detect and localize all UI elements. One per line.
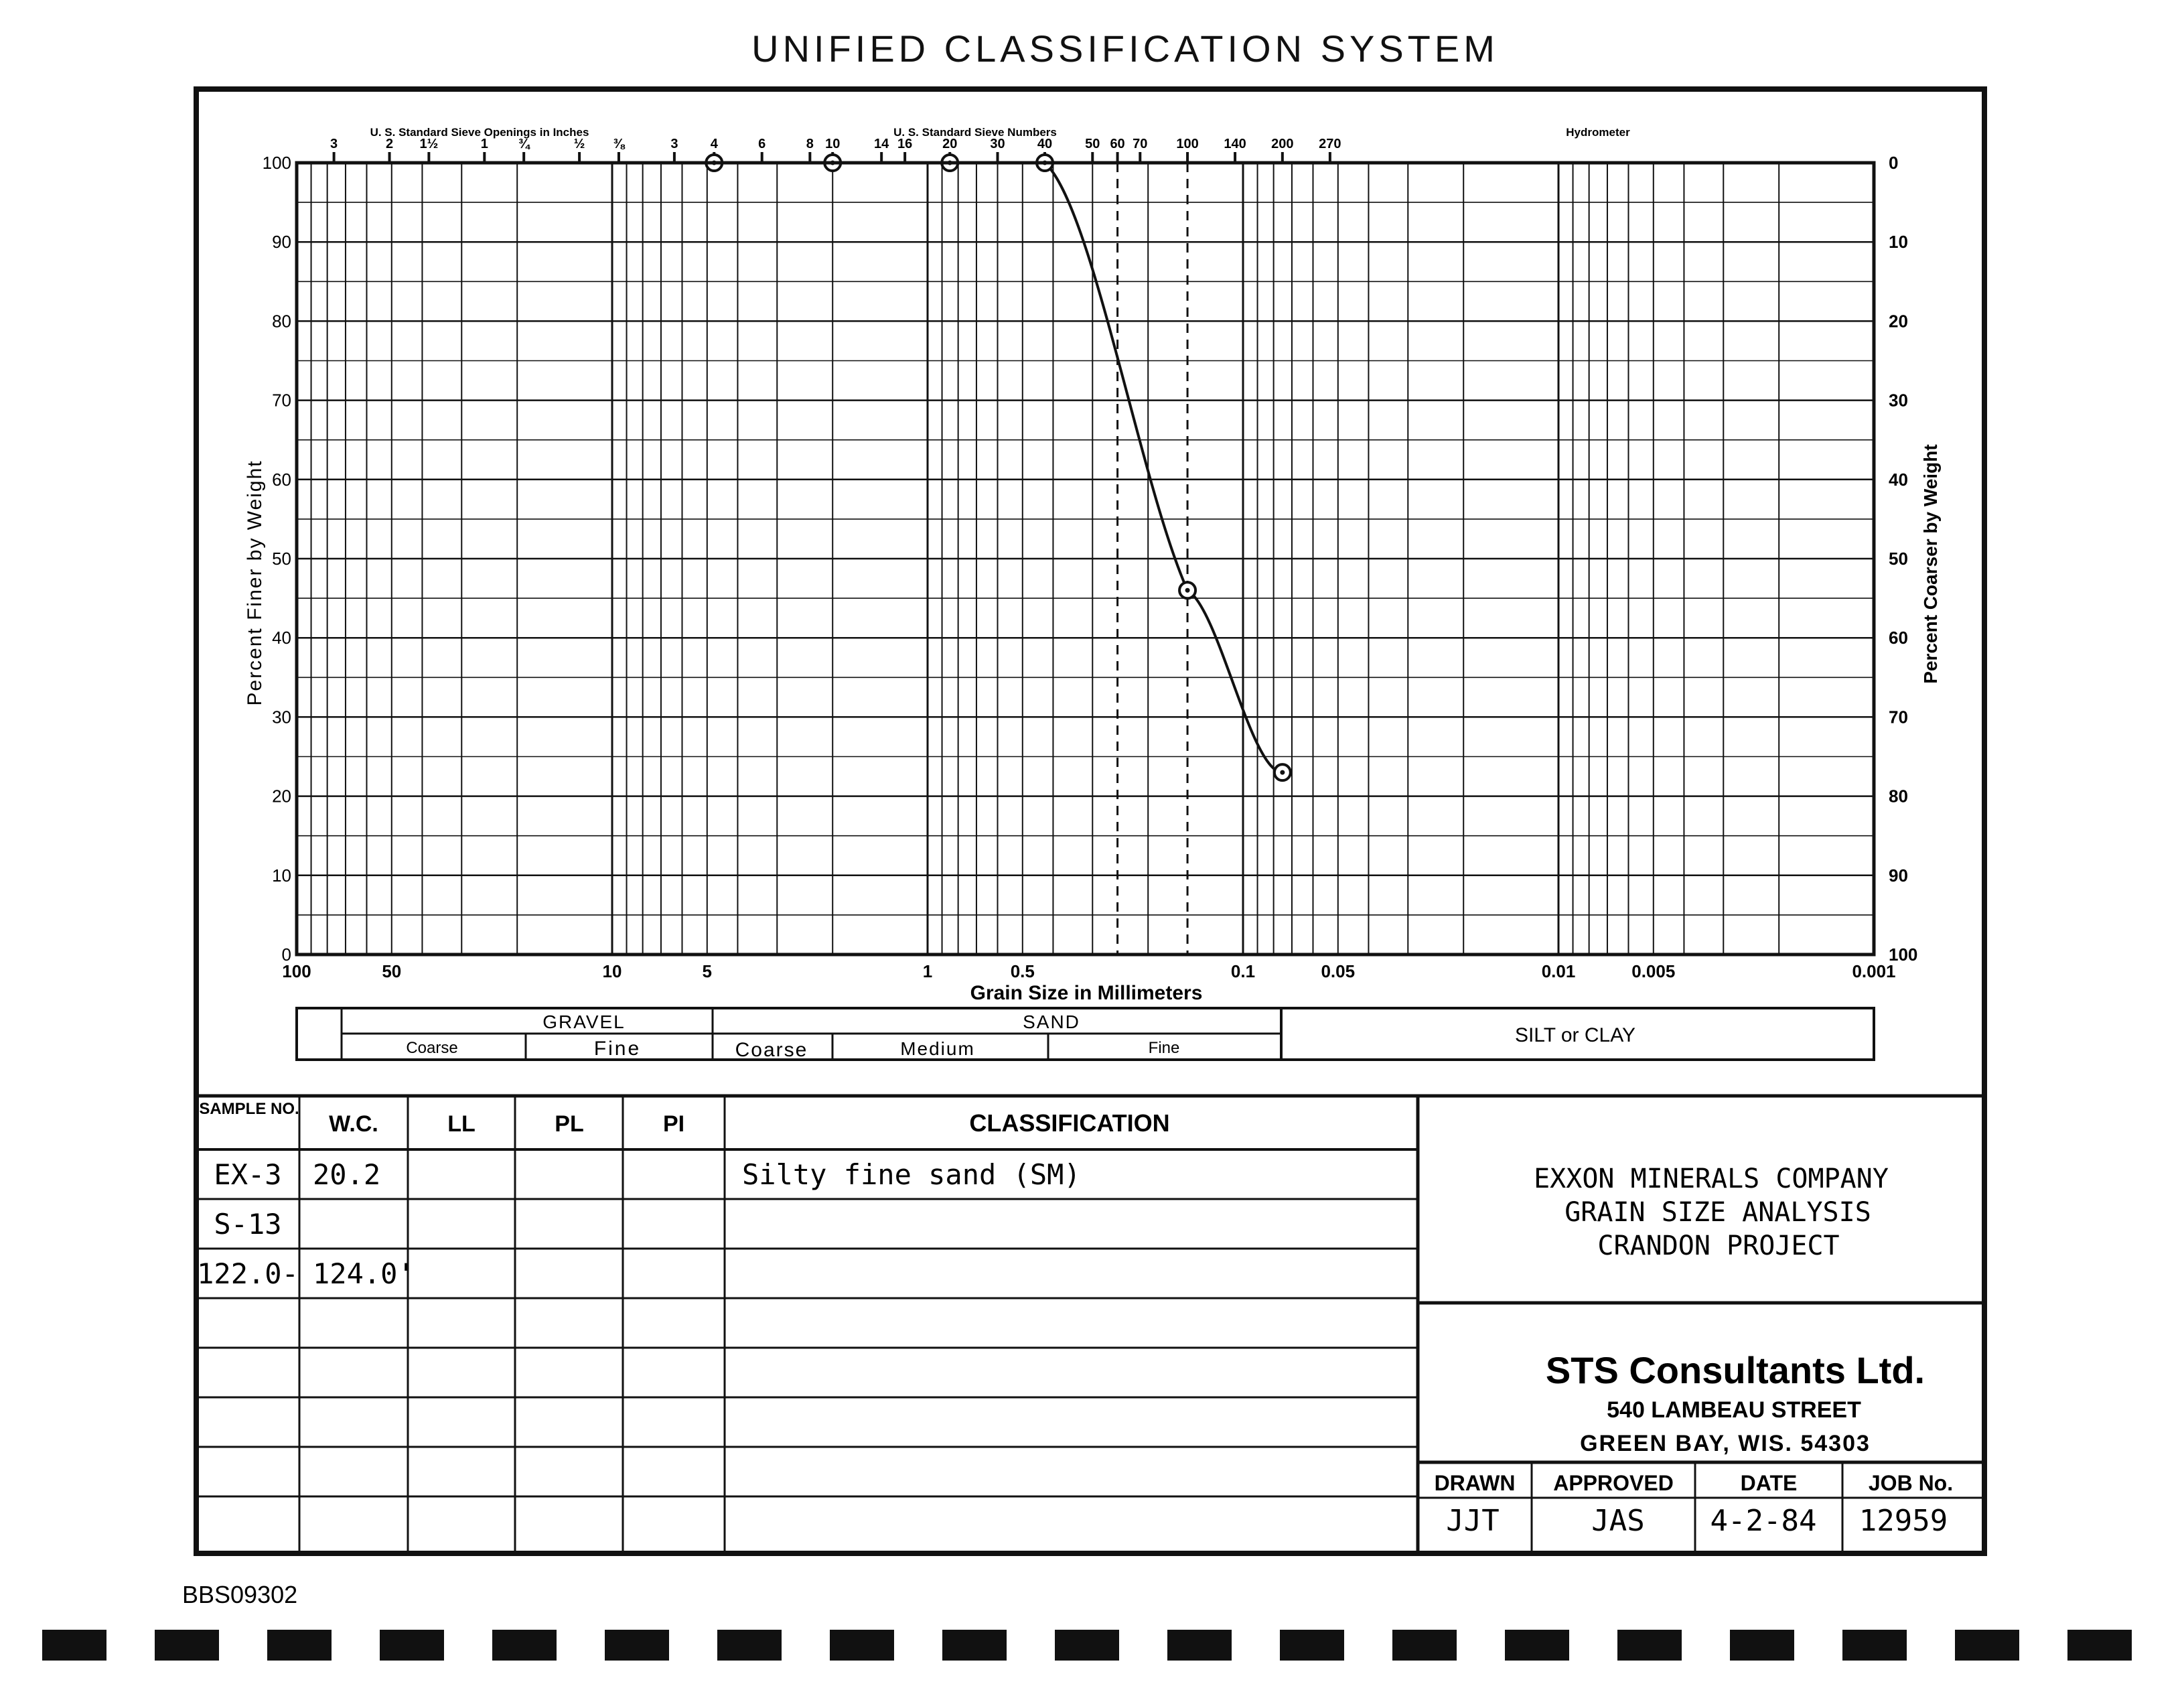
y-tick-label-right: 40 [1889,469,1908,490]
punch-mark [1392,1630,1457,1661]
sieve-label: ½ [573,137,585,151]
sieve-label: 50 [1085,137,1100,151]
y-tick-label-right: 80 [1889,786,1908,806]
header-pi: PI [662,1111,685,1137]
class-silt-clay: SILT or CLAY [1514,1024,1636,1046]
punch-mark [1617,1630,1682,1661]
sieve-label: ⅜ [613,137,625,151]
value-drawn: JJT [1446,1504,1500,1538]
sieve-label: 8 [806,137,814,151]
x-axis-label: Grain Size in Millimeters [970,982,1203,1004]
project-line-2: GRAIN SIZE ANALYSIS [1564,1197,1871,1228]
punch-mark [380,1630,444,1661]
sieve-numbers-label: U. S. Standard Sieve Numbers [893,126,1057,139]
y-tick-label: 70 [272,390,291,411]
y-tick-label-right: 70 [1889,707,1908,727]
label-approved: APPROVED [1553,1471,1674,1495]
class-sand-medium: Medium [900,1038,975,1059]
sieve-label: 10 [825,137,841,151]
table-cell-wc: 20.2 [313,1158,381,1191]
class-gravel-fine: Fine [593,1038,642,1060]
punch-mark [1730,1630,1794,1661]
label-job: JOB No. [1868,1471,1954,1495]
header-sample-text: SAMPLE NO. [199,1100,299,1118]
header-classification: CLASSIFICATION [969,1109,1170,1137]
y-tick-label: 0 [281,944,291,965]
sieve-label: 3 [330,137,338,151]
company-city: GREEN BAY, WIS. 54303 [1580,1431,1871,1456]
y-tick-label-right: 0 [1889,153,1899,173]
punch-mark [1167,1630,1232,1661]
y-tick-label: 100 [262,153,291,173]
x-tick-label: 5 [702,961,713,981]
punch-mark [1280,1630,1344,1661]
sieve-label: 1 [480,137,488,151]
sieve-label: 6 [758,137,766,151]
project-line-1: EXXON MINERALS COMPANY [1534,1164,1889,1194]
sieve-label: 40 [1037,137,1053,151]
sieve-label: 100 [1176,137,1199,151]
table-cell-wc: 124.0' [313,1257,415,1290]
company-name: STS Consultants Ltd. [1545,1349,1925,1391]
class-gravel-coarse: Coarse [406,1039,458,1057]
y-tick-label-right: 60 [1889,628,1908,648]
y-tick-label: 60 [272,469,291,490]
sieve-label: ¾ [518,137,530,151]
x-tick-label: 10 [602,961,622,981]
sieve-label: 4 [710,137,718,151]
sieve-label: 30 [990,137,1005,151]
class-gravel: GRAVEL [542,1011,626,1032]
punch-mark [492,1630,557,1661]
sieve-label: 60 [1110,137,1125,151]
header-sample [199,1100,299,1118]
y-tick-label-right: 90 [1889,865,1908,886]
punch-mark [2067,1630,2132,1661]
y-tick-label: 50 [272,549,291,569]
hydrometer-label: Hydrometer [1566,126,1630,139]
punch-mark [717,1630,782,1661]
label-date: DATE [1740,1471,1798,1495]
y-tick-label: 30 [272,707,291,727]
header-pl: PL [555,1111,584,1137]
grid-lines [297,163,1874,955]
y-tick-label-right: 50 [1889,549,1908,569]
y-tick-label-right: 10 [1889,232,1908,253]
sieve-label: 270 [1319,137,1341,151]
company-street: 540 LAMBEAU STREET [1607,1397,1861,1423]
value-date: 4-2-84 [1710,1504,1817,1538]
punch-mark [830,1630,894,1661]
x-tick-label: 100 [282,961,311,981]
punch-mark [155,1630,219,1661]
sieve-label: 14 [874,137,889,151]
class-sand-coarse: Coarse [735,1039,808,1061]
punch-mark [42,1630,106,1661]
punch-mark [1055,1630,1119,1661]
header-ll: LL [447,1111,476,1137]
value-approved: JAS [1591,1504,1645,1538]
x-tick-label: 0.001 [1852,961,1896,981]
y-tick-label: 40 [272,628,291,648]
sieve-label: 2 [385,137,394,151]
y-tick-label-right: 20 [1889,311,1908,332]
table-cell-sample: 122.0- [197,1257,299,1290]
x-tick-label: 0.1 [1230,961,1256,981]
page-title: UNIFIED CLASSIFICATION SYSTEM [751,27,1499,70]
sieve-label: 1½ [419,137,439,151]
punch-mark [605,1630,669,1661]
y-tick-label-right: 30 [1889,390,1908,411]
project-line-3: CRANDON PROJECT [1597,1231,1840,1261]
x-tick-label: 0.5 [1010,961,1035,981]
sieve-label: 70 [1133,137,1148,151]
header-wc: W.C. [329,1111,378,1137]
document-code: BBS09302 [182,1581,298,1608]
table-cell-sample: EX-3 [214,1158,282,1191]
punch-mark [1505,1630,1569,1661]
y-axis-label: Percent Finer by Weight [244,460,266,706]
sieve-label: 140 [1224,137,1246,151]
sieve-inches-label: U. S. Standard Sieve Openings in Inches [370,126,589,139]
class-sand-fine: Fine [1148,1039,1180,1057]
x-tick-label: 0.05 [1321,961,1356,981]
label-drawn: DRAWN [1434,1471,1516,1495]
value-job: 12959 [1859,1504,1948,1538]
y-tick-label: 80 [272,311,291,332]
punch-mark [267,1630,332,1661]
data-point-center [1185,588,1190,593]
y-axis-label-right: Percent Coarser by Weight [1920,444,1941,684]
sieve-label: 16 [897,137,913,151]
y-tick-label: 10 [272,865,291,886]
sieve-label: 200 [1271,137,1294,151]
x-tick-label: 50 [382,961,402,981]
x-tick-label: 0.01 [1541,961,1576,981]
data-point-center [1280,770,1285,775]
sieve-label: 20 [942,137,958,151]
y-tick-label: 20 [272,786,291,806]
punch-mark [942,1630,1007,1661]
y-tick-label: 90 [272,232,291,253]
x-tick-label: 0.005 [1631,961,1676,981]
punch-mark [1955,1630,2019,1661]
table-cell-classification: Silty fine sand (SM) [742,1158,1081,1191]
punch-mark [1842,1630,1907,1661]
sieve-label: 3 [670,137,678,151]
table-cell-sample: S-13 [214,1208,282,1241]
class-sand: SAND [1023,1011,1080,1032]
y-tick-label-right: 100 [1889,944,1918,965]
x-tick-label: 1 [922,961,933,981]
